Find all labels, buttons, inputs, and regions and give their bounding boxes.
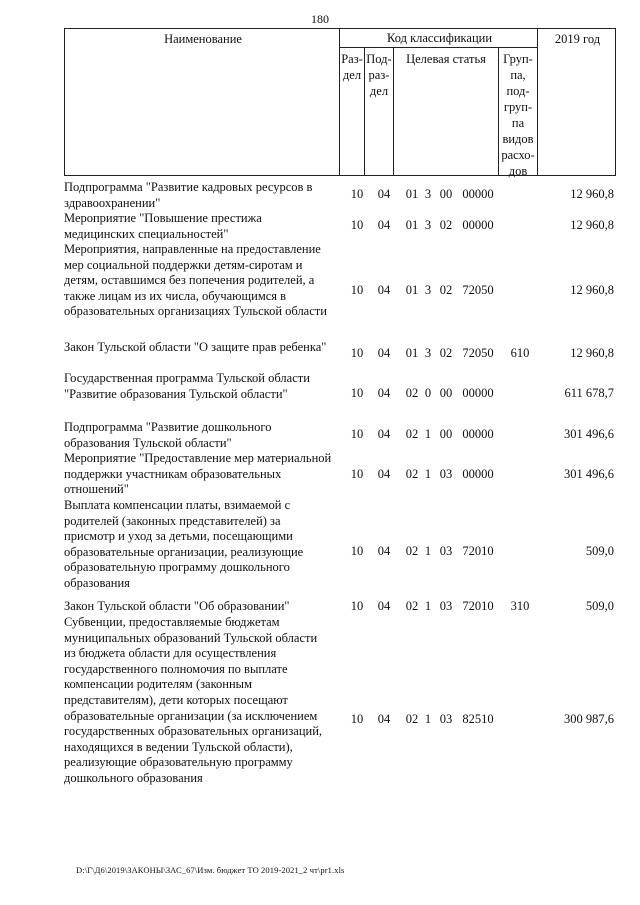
row-name-line: из бюджета области для осуществления: [64, 646, 277, 661]
row-name-line: Государственная программа Тульской области: [64, 371, 310, 385]
row-name-line: Мероприятие "Повышение престижа: [64, 211, 262, 225]
row-code-c3: 03: [439, 599, 453, 613]
row-code-c4: 00000: [462, 427, 494, 441]
row-code-r: 10: [350, 386, 364, 400]
header-podrazdel-line: Под-: [366, 52, 392, 66]
row-code-c2: 3: [424, 346, 432, 360]
row-code-r: 10: [350, 599, 364, 613]
row-amount: 301 496,6: [564, 427, 614, 441]
header-gruppa-line: дов: [508, 164, 528, 178]
row-code-p: 04: [377, 427, 391, 441]
row-code-c1: 02: [405, 427, 419, 441]
row-code-p: 04: [377, 187, 391, 201]
row-name: [64, 211, 342, 242]
row-code-c3: 03: [439, 712, 453, 726]
row-name: [64, 340, 342, 356]
row-code-c4: 72010: [462, 599, 494, 613]
row-name-line: Подпрограмма "Развитие дошкольного: [64, 420, 272, 434]
row-code-c1: 02: [405, 386, 419, 400]
header-razdel-line: Раз-: [341, 52, 363, 66]
header-gruppa-line: под-: [506, 84, 530, 98]
row-amount: 301 496,6: [564, 467, 614, 481]
header-gruppa-line: Груп-: [503, 52, 533, 66]
row-code-c4: 72050: [462, 346, 494, 360]
row-code-c3: 00: [439, 386, 453, 400]
row-code-c4: 72010: [462, 544, 494, 558]
row-code-c4: 00000: [462, 187, 494, 201]
row-name-line: Мероприятия, направленные на предоставление: [64, 242, 321, 256]
header-year-cell: [537, 28, 616, 176]
row-amount: 12 960,8: [570, 283, 614, 297]
row-name-line: образовательные организации, реализующие: [64, 544, 304, 559]
row-name: [64, 371, 342, 402]
row-code-c2: 3: [424, 283, 432, 297]
row-name: [64, 420, 342, 451]
row-code-r: 10: [350, 467, 364, 481]
row-name-line: муниципальных образований Тульской области: [64, 630, 318, 645]
row-name-line: государственных образовательных организаций,: [64, 724, 323, 739]
row-code-c1: 01: [405, 187, 419, 201]
row-name: [64, 180, 342, 211]
row-code-r: 10: [350, 544, 364, 558]
row-name: [64, 242, 342, 320]
row-code-c1: 01: [405, 346, 419, 360]
row-name-line: представителям), дети которых посещают: [64, 692, 288, 707]
row-code-c1: 02: [405, 467, 419, 481]
row-code-c1: 02: [405, 544, 419, 558]
header-gruppa-line: па: [511, 116, 525, 130]
row-name-line: образовательные организации (за исключением: [64, 708, 318, 723]
row-code-c3: 03: [439, 544, 453, 558]
row-code-p: 04: [377, 218, 391, 232]
row-name: [64, 615, 342, 787]
header-name-cell: [64, 28, 340, 176]
row-name-line: реализующие образовательную программу: [64, 755, 293, 770]
row-name-line: Подпрограмма "Развитие кадровых ресурсов в: [64, 180, 313, 194]
row-name: [64, 451, 342, 498]
file-path-footer: D:\Г\Д6\2019\ЗАКОНЫ\ЗАС_67\Изм. бюджет ТО 2019-2021_2 чт\pr1.xls: [76, 865, 345, 875]
row-name-line: родителей (законных представителей) за: [64, 513, 281, 528]
row-name-line: образования Тульской области": [64, 435, 232, 450]
row-code-g: 310: [510, 599, 530, 613]
row-code-c2: 3: [424, 218, 432, 232]
row-code-c3: 02: [439, 218, 453, 232]
header-podrazdel-line: дел: [369, 84, 389, 98]
row-amount: 300 987,6: [564, 712, 614, 726]
row-name-line: Закон Тульской области "О защите прав ребенка": [64, 340, 327, 354]
header-gruppa-line: па,: [510, 68, 526, 82]
row-code-c2: 1: [424, 599, 432, 613]
row-amount: 12 960,8: [570, 187, 614, 201]
header-razdel-cell: [339, 47, 365, 176]
row-name-line: государственного полномочия по выплате: [64, 661, 288, 676]
row-code-c2: 0: [424, 386, 432, 400]
header-code-label: Код классификации: [386, 31, 493, 45]
row-code-c1: 02: [405, 712, 419, 726]
row-code-c2: 1: [424, 712, 432, 726]
header-gruppa-line: видов: [502, 132, 534, 146]
table-header: [64, 28, 616, 176]
row-name-line: также лицам из их числа, обучающимся в: [64, 288, 287, 303]
page-number: 180: [311, 12, 329, 26]
row-name-line: детям, оставшимся без попечения родителей, а: [64, 273, 315, 288]
row-name-line: поддержки участникам образовательных: [64, 466, 282, 481]
header-year-label: 2019 год: [554, 32, 601, 46]
row-code-r: 10: [350, 187, 364, 201]
row-amount: 509,0: [585, 544, 614, 558]
row-code-p: 04: [377, 712, 391, 726]
row-name-line: образовательную программу дошкольного: [64, 560, 290, 575]
row-name-line: находящихся в ведении Тульской области),: [64, 739, 293, 754]
row-name-line: дошкольного образования: [64, 770, 203, 785]
header-celevaya-cell: [393, 47, 499, 176]
row-code-c3: 00: [439, 187, 453, 201]
row-name-line: Выплата компенсации платы, взимаемой с: [64, 498, 291, 512]
row-code-r: 10: [350, 427, 364, 441]
header-code-cell: [339, 28, 538, 48]
row-code-c1: 02: [405, 599, 419, 613]
row-code-c3: 00: [439, 427, 453, 441]
row-code-c2: 1: [424, 544, 432, 558]
row-name-line: образовательных организациях Тульской области: [64, 304, 327, 319]
row-name: [64, 599, 342, 615]
row-name-line: Закон Тульской области "Об образовании": [64, 599, 290, 613]
row-code-c4: 00000: [462, 386, 494, 400]
row-name-line: присмотр и уход за детьми, посещающими: [64, 529, 293, 544]
row-name-line: Мероприятие "Предоставление мер материальной: [64, 451, 332, 465]
row-code-r: 10: [350, 346, 364, 360]
row-name-line: образования: [64, 575, 130, 590]
row-code-p: 04: [377, 386, 391, 400]
row-code-p: 04: [377, 346, 391, 360]
row-name-line: здравоохранении": [64, 195, 161, 210]
row-amount: 12 960,8: [570, 218, 614, 232]
row-code-c2: 1: [424, 427, 432, 441]
row-code-r: 10: [350, 218, 364, 232]
row-code-c4: 00000: [462, 467, 494, 481]
row-code-c1: 01: [405, 283, 419, 297]
row-name-line: мер социальной поддержки детям-сиротам и: [64, 257, 303, 272]
row-code-r: 10: [350, 712, 364, 726]
row-code-p: 04: [377, 283, 391, 297]
header-gruppa-line: груп-: [503, 100, 533, 114]
row-amount: 509,0: [585, 599, 614, 613]
row-code-c4: 00000: [462, 218, 494, 232]
row-name: [64, 498, 342, 592]
row-code-c3: 02: [439, 283, 453, 297]
row-amount: 611 678,7: [564, 386, 614, 400]
row-name-line: "Развитие образования Тульской области": [64, 386, 288, 401]
row-code-c2: 3: [424, 187, 432, 201]
row-code-c3: 03: [439, 467, 453, 481]
header-celevaya-label: Целевая статья: [406, 52, 486, 66]
row-code-c3: 02: [439, 346, 453, 360]
header-razdel-line: дел: [342, 68, 362, 82]
row-code-c4: 72050: [462, 283, 494, 297]
row-name-line: отношений": [64, 482, 129, 497]
row-code-p: 04: [377, 467, 391, 481]
row-name-line: компенсации родителям (законным: [64, 677, 252, 692]
row-code-c1: 01: [405, 218, 419, 232]
row-code-g: 610: [510, 346, 530, 360]
header-gruppa-cell: [498, 47, 538, 176]
row-code-p: 04: [377, 544, 391, 558]
row-code-c4: 82510: [462, 712, 494, 726]
row-name-line: медицинских специальностей": [64, 226, 229, 241]
header-podrazdel-cell: [364, 47, 394, 176]
header-name-label: Наименование: [164, 32, 242, 46]
row-amount: 12 960,8: [570, 346, 614, 360]
row-name-line: Субвенции, предоставляемые бюджетам: [64, 615, 280, 629]
row-code-c2: 1: [424, 467, 432, 481]
header-podrazdel-line: раз-: [368, 68, 390, 82]
header-gruppa-line: расхо-: [501, 148, 535, 162]
row-code-r: 10: [350, 283, 364, 297]
row-code-p: 04: [377, 599, 391, 613]
